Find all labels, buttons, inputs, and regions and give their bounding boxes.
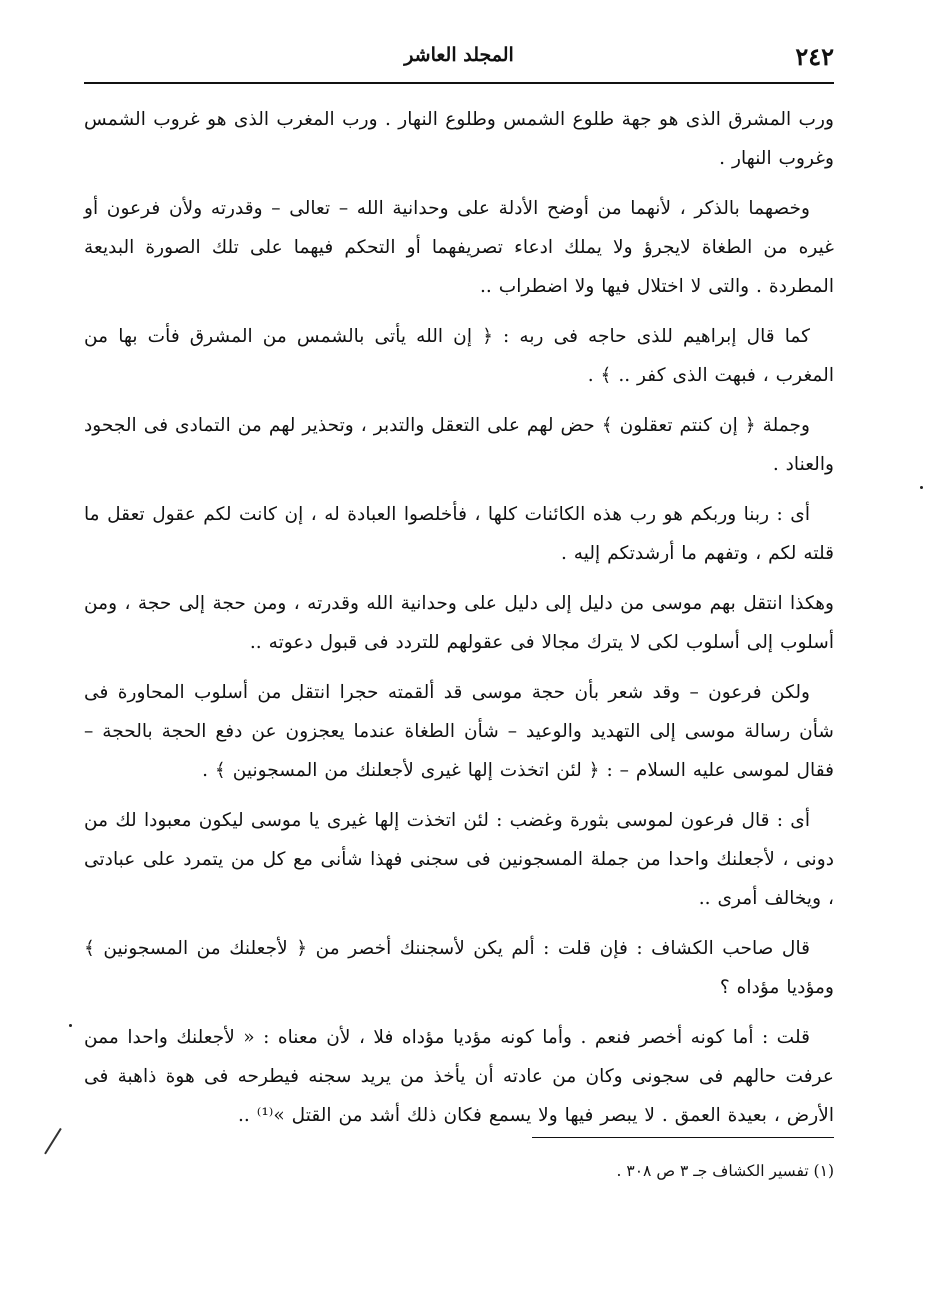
- paragraph: ورب المشرق الذى هو جهة طلوع الشمس وطلوع النهار . ورب المغرب الذى هو غروب الشمس وغروب النهار .: [84, 109, 834, 169]
- paragraph: كما قال إبراهيم للذى حاجه فى ربه : ﴿ إن الله يأتى بالشمس من المشرق فأت بها من المغرب ، فبهت الذى كفر .. ﴾ .: [84, 326, 834, 386]
- page-header: [84, 38, 834, 82]
- paragraph: أى : ربنا وربكم هو رب هذه الكائنات كلها ، فأخلصوا العبادة له ، إن كانت لكم عقول تعقل ما قلته لكم ، وتفهم ما أرشدتكم إليه .: [84, 504, 834, 564]
- paragraph: ولكن فرعون – وقد شعر بأن حجة موسى قد ألقمته حجرا انتقل من أسلوب المحاورة فى شأن رسالة موسى إلى التهديد والوعيد – شأن الطغاة عندما يعجزون عن دفع الحجة بالحجة – فقال لموسى عليه السلام – : ﴿ لئن اتخذت إلها غيرى لأجعلنك من المسجونين ﴾ .: [84, 682, 834, 781]
- paragraph: قال صاحب الكشاف : فإن قلت : ألم يكن لأسجننك أخصر من ﴿ لأجعلنك من المسجونين ﴾ ومؤديا مؤداه ؟: [84, 938, 834, 998]
- scan-dot: [69, 1024, 72, 1027]
- paragraph: وجملة ﴿ إن كنتم تعقلون ﴾ حض لهم على التعقل والتدبر ، وتحذير لهم من التمادى فى الجحود والعناد .: [84, 415, 834, 475]
- page-number: ٢٤٢: [795, 42, 834, 71]
- paragraph: أى : قال فرعون لموسى بثورة وغضب : لئن اتخذت إلها غيرى يا موسى ليكون معبودا لك من دونى ، لأجعلنك واحدا من جملة المسجونين فى سجنى فهذا شأنى مع كل من يتمرد على عبادتى ، ويخالف أمرى ..: [84, 810, 834, 909]
- running-title: المجلد العاشر: [404, 44, 514, 66]
- scan-dot: [920, 486, 923, 489]
- paragraph: قلت : أما كونه أخصر فنعم . وأما كونه مؤديا مؤداه فلا ، لأن معناه : « لأجعلنك واحدا ممن عرفت حالهم فى سجونى وكان من عادته أن يأخذ من يريد سجنه فيطرحه فى هوة ذاهبة فى الأرض ، بعيدة العمق . لا يبصر فيها ولا يسمع فكان ذلك أشد من القتل »⁽¹⁾ ..: [84, 1027, 834, 1126]
- scan-mark: [44, 1128, 61, 1154]
- footnote: (١) تفسير الكشاف جـ ٣ ص ٣٠٨ .: [616, 1162, 834, 1180]
- paragraph: وهكذا انتقل بهم موسى من دليل إلى دليل على وحدانية الله وقدرته ، ومن حجة إلى حجة ، ومن أسلوب إلى أسلوب لكى لا يترك مجالا فى عقولهم للتردد فى قبول دعوته ..: [84, 593, 834, 653]
- body-text: [84, 100, 834, 1146]
- header-rule: [84, 82, 834, 84]
- footnote-rule: [532, 1137, 834, 1138]
- paragraph: وخصهما بالذكر ، لأنهما من أوضح الأدلة على وحدانية الله – تعالى – وقدرته ولأن فرعون أو غيره من الطغاة لايجرؤ ولا يملك ادعاء تصريفهما أو التحكم فيهما على تلك الصورة البديعة المطردة . والتى لا اختلال فيها ولا اضطراب ..: [84, 198, 834, 297]
